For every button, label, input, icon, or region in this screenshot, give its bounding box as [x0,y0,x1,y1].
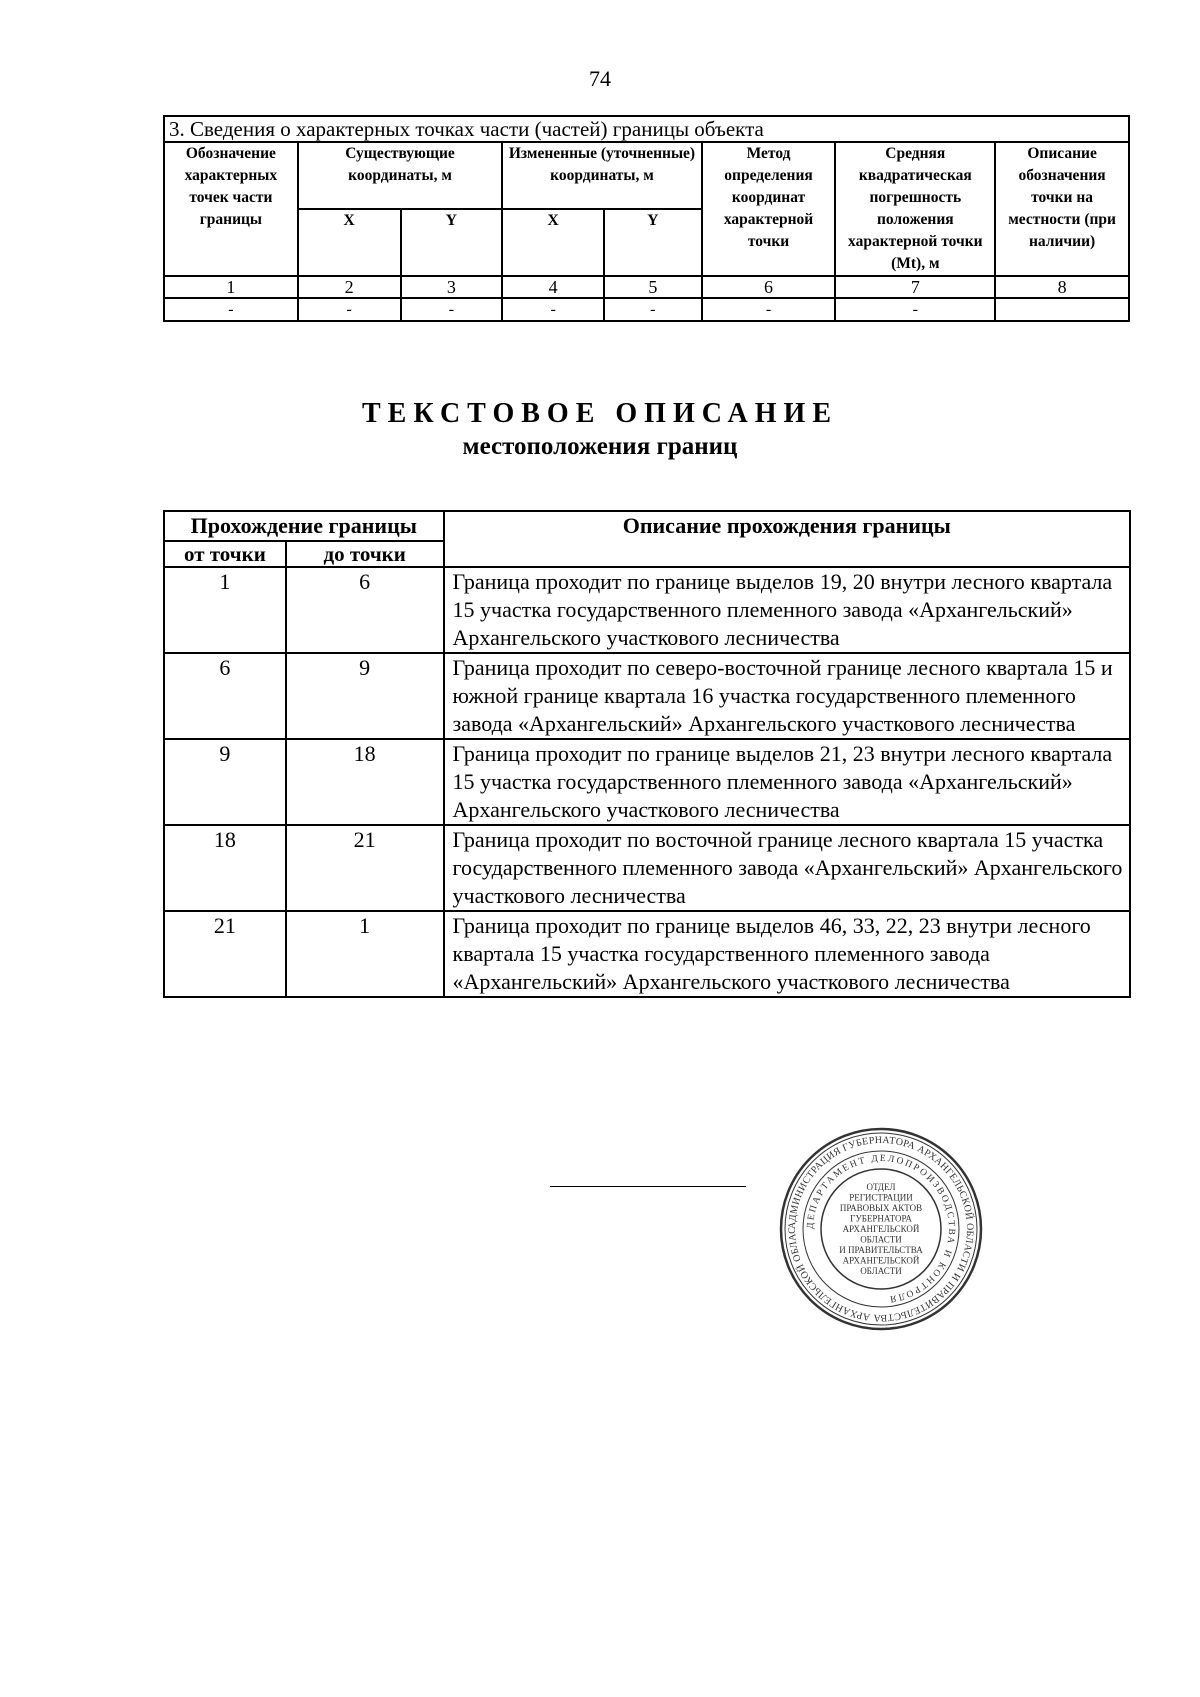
header-existing-coordinates: Существующие координаты, м [298,142,502,209]
from-point: 21 [164,911,286,997]
table-cell: - [164,298,298,321]
svg-text:И ПРАВИТЕЛЬСТВА: И ПРАВИТЕЛЬСТВА [839,1245,923,1255]
signature-line [550,1186,746,1187]
header-x-existing: X [298,209,401,276]
column-number: 2 [298,276,401,298]
header-x-changed: X [502,209,604,276]
svg-text:ОТДЕЛ: ОТДЕЛ [866,1182,896,1192]
from-point: 1 [164,567,286,653]
table-cell: - [401,298,503,321]
svg-text:АРХАНГЕЛЬСКОЙ: АРХАНГЕЛЬСКОЙ [842,1255,920,1266]
svg-text:ОБЛАСТИ: ОБЛАСТИ [860,1234,902,1245]
header-changed-coordinates: Измененные (уточненные) координаты, м [502,142,701,209]
to-point: 6 [286,567,444,653]
svg-text:ГУБЕРНАТОРА: ГУБЕРНАТОРА [850,1213,912,1224]
table-row [164,825,1130,911]
svg-text:АДМИНИСТРАЦИЯ ГУБЕРНАТОРА АРХА: АДМИНИСТРАЦИЯ ГУБЕРНАТОРА АРХАНГЕЛЬСКОЙ ОБЛАСТИ И ПРАВИТЕЛЬСТВА АРХАНГЕЛЬСКОЙ ОБЛАС [786,1134,976,1324]
characteristic-points-table [163,115,1130,322]
header-point-description: Описание обозначения точки на местности (при наличии) [995,142,1129,276]
table-cell: - [835,298,995,321]
table-row [164,567,1130,653]
column-number: 1 [164,276,298,298]
column-number-row [164,276,1129,298]
table-cell: - [702,298,836,321]
table-row [164,653,1130,739]
column-number: 3 [401,276,503,298]
column-number: 8 [995,276,1129,298]
page-number: 74 [589,66,611,91]
table-cell: - [604,298,702,321]
column-number: 4 [502,276,604,298]
boundary-description: Граница проходит по границе выделов 19, 20 внутри лесного квартала 15 участка государственного племенного завода «Архангельский» Архангельского участкового лесничества [444,567,1130,653]
table-row [164,739,1130,825]
header-boundary-description: Описание прохождения границы [444,511,1130,567]
to-point: 9 [286,653,444,739]
table-cell [995,298,1129,321]
boundary-description: Граница проходит по восточной границе лесного квартала 15 участка государственного племенного завода «Архангельский» Архангельского участкового лесничества [444,825,1130,911]
seal-graphic [778,1126,984,1332]
header-y-changed: Y [604,209,702,276]
boundary-description-table [163,510,1131,998]
column-number: 6 [702,276,836,298]
to-point: 21 [286,825,444,911]
table-cell: - [298,298,401,321]
from-point: 18 [164,825,286,911]
document-title: ТЕКСТОВОЕ ОПИСАНИЕ [361,398,838,429]
table-cell: - [502,298,604,321]
boundary-description: Граница проходит по границе выделов 21, 23 внутри лесного квартала 15 участка государственного племенного завода «Архангельский» Архангельского участкового лесничества [444,739,1130,825]
header-y-existing: Y [401,209,503,276]
svg-text:РЕГИСТРАЦИИ: РЕГИСТРАЦИИ [849,1192,913,1203]
header-boundary-passage: Прохождение границы [164,511,444,541]
column-number: 7 [835,276,995,298]
boundary-description: Граница проходит по границе выделов 46, 33, 22, 23 внутри лесного квартала 15 участка государственного племенного завода «Архангельский» Архангельского участкового лесничества [444,911,1130,997]
table-row [164,298,1129,321]
svg-text:ДЕПАРТАМЕНТ ДЕЛОПРОИЗВОДСТВА И: ДЕПАРТАМЕНТ ДЕЛОПРОИЗВОДСТВА И КОНТРОЛЯ [805,1153,957,1304]
header-error: Средняя квадратическая погрешность положения характерной точки (Mt), м [835,142,995,276]
header-from-point: от точки [164,541,286,567]
header-to-point: до точки [286,541,444,567]
column-number: 5 [604,276,702,298]
from-point: 6 [164,653,286,739]
from-point: 9 [164,739,286,825]
svg-text:ПРАВОВЫХ АКТОВ: ПРАВОВЫХ АКТОВ [839,1203,923,1213]
header-method: Метод определения координат характерной точки [702,142,836,276]
section-caption: 3. Сведения о характерных точках части (частей) границы объекта [164,116,1129,142]
official-seal [778,1126,984,1332]
document-subtitle: местоположения границ [462,433,738,460]
to-point: 1 [286,911,444,997]
boundary-description: Граница проходит по северо-восточной границе лесного квартала 15 и южной границе квартала 16 участка государственного племенного завода «Архангельский» Архангельского участкового лесничества [444,653,1130,739]
svg-text:АРХАНГЕЛЬСКОЙ: АРХАНГЕЛЬСКОЙ [842,1224,920,1234]
header-designation: Обозначение характерных точек части границы [164,142,298,276]
table-row [164,911,1130,997]
svg-text:ОБЛАСТИ: ОБЛАСТИ [860,1266,902,1276]
to-point: 18 [286,739,444,825]
